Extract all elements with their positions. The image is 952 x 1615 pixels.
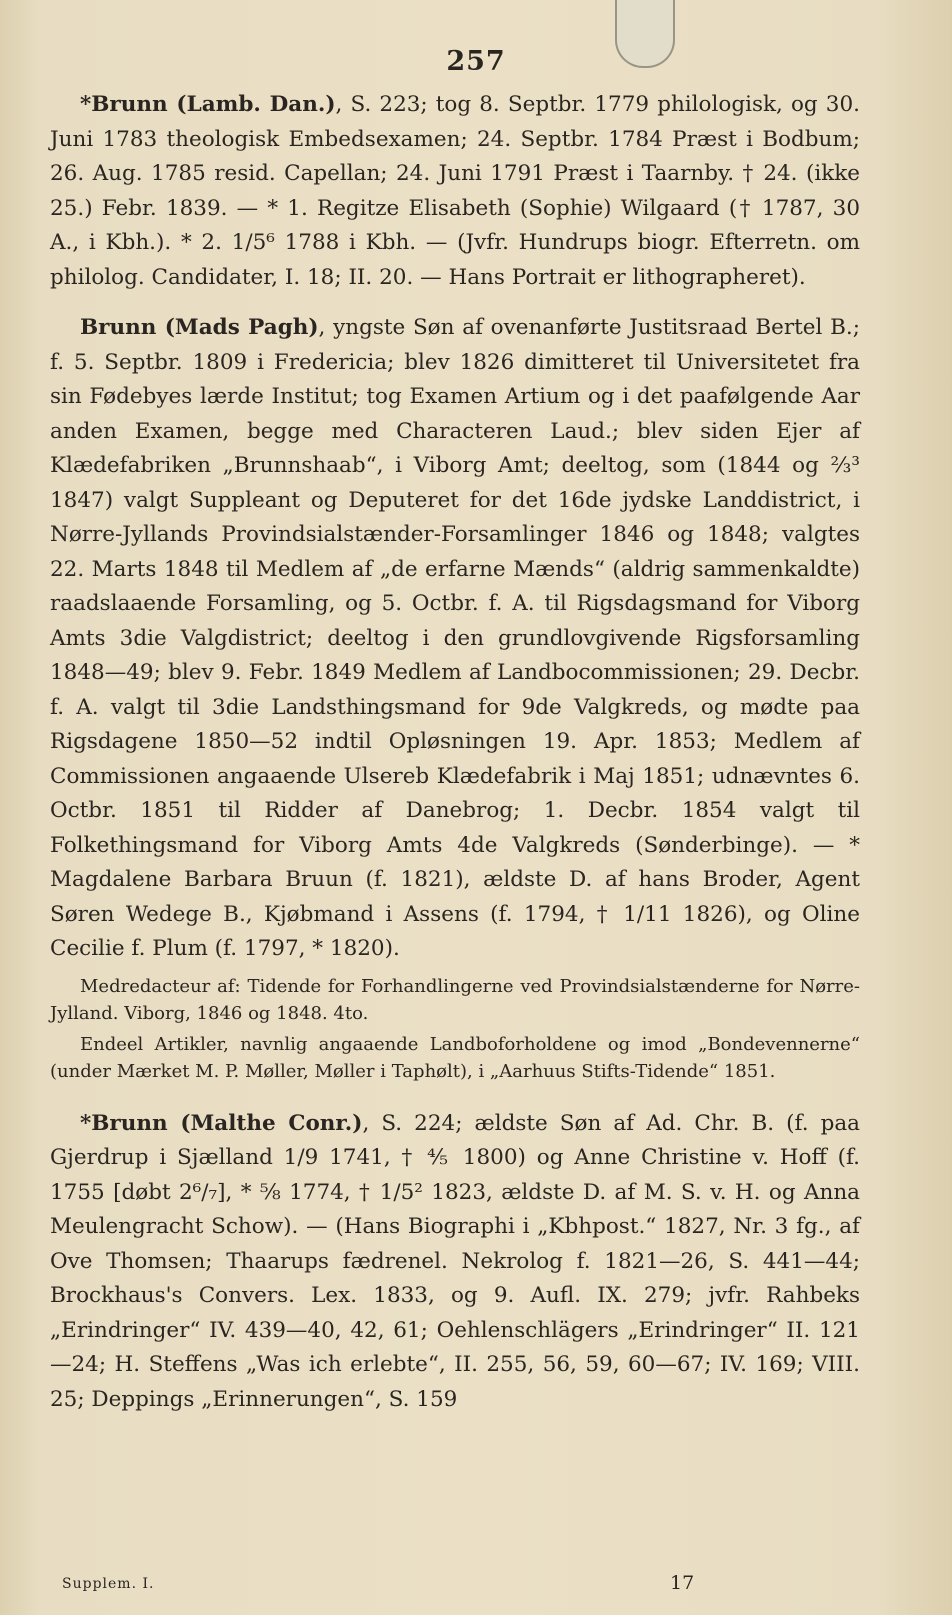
- footer-volume: Supplem. I.: [62, 1576, 155, 1592]
- bibliography-note: Endeel Artikler, navnlig angaaende Landboforholdene og imod „Bondevennerne“ (under Mærket M. P. Møller, Møller i Taphølt), i „Aarhuus Stifts-Tidende“ 1851.: [50, 1033, 860, 1082]
- entry-heading: *Brunn (Malthe Conr.): [80, 1110, 363, 1136]
- entry-heading: *Brunn (Lamb. Dan.): [80, 92, 336, 117]
- entry-body: , S. 223; tog 8. Septbr. 1779 philologisk, og 30. Juni 1783 theologisk Embedsexamen; 24. Septbr. 1784 Præst i Bodbum; 26. Aug. 1785 resid. Capellan; 24. Juni 1791 Præst i Taarnby. † 24. (ikke 25.) Febr. 1839. — * 1. Regitze Elisabeth (Sophie) Wilgaard († 1787, 30 A., i Kbh.). * 2. 1/5⁶ 1788 i Kbh. — (Jvfr. Hundrups biogr. Efterretn. om philolog. Candidater, I. 18; II. 20. — Hans Portrait er lithographeret).: [50, 92, 860, 290]
- entry-brunn-lamb: [50, 88, 860, 295]
- entry-heading: Brunn (Mads Pagh): [80, 315, 319, 340]
- page-text: [50, 88, 860, 1417]
- page-number: 257: [446, 46, 506, 77]
- entry-brunn-mads-pagh: [50, 311, 860, 967]
- entry-body: , yngste Søn af ovenanførte Justitsraad Bertel B.; f. 5. Septbr. 1809 i Fredericia; blev 1826 dimitteret til Universitetet fra sin Fødebyes lærde Institut; tog Examen Artium og i det paafølgende Aar anden Examen, begge med Characteren Laud.; blev siden Ejer af Klædefabriken „Brunnshaab“, i Viborg Amt; deeltog, som (1844 og ⅔³ 1847) valgt Suppleant og Deputeret for det 16de jydske Landdistrict, i Nørre-Jyllands Provindsialstænder-Forsamlinger 1846 og 1848; valgtes 22. Marts 1848 til Medlem af „de erfarne Mænds“ (aldrig sammenkaldte) raadslaaende Forsamling, og 5. Octbr. f. A. til Rigsdagsmand for Viborg Amts 3die Valgdistrict; deeltog i den grundlovgivende Rigsforsamling 1848—49; blev 9. Febr. 1849 Medlem af Landbocommissionen; 29. Decbr. f. A. valgt til 3die Landsthingsmand for 9de Valgkreds, og mødte paa Rigsdagene 1850—52 indtil Opløsningen 19. Apr. 1853; Medlem af Commissionen angaaende Ulsereb Klædefabrik i Maj 1851; udnævntes 6. Octbr. 1851 til Ridder af Danebrog; 1. Decbr. 1854 valgt til Folkethingsmand for Viborg Amts 4de Valgkreds (Sønderbinge). — * Magdalene Barbara Bruun (f. 1821), ældste D. af hans Broder, Agent Søren Wedege B., Kjøbmand i Assens (f. 1794, † 1/11 1826), og Oline Cecilie f. Plum (f. 1797, * 1820).: [50, 315, 860, 961]
- bibliography-note: Medredacteur af: Tidende for Forhandlingerne ved Provindsialstænderne for Nørre-Jylland. Viborg, 1846 og 1848. 4to.: [50, 975, 860, 1024]
- footer-signature: 17: [670, 1572, 695, 1594]
- entry-body: , S. 224; ældste Søn af Ad. Chr. B. (f. paa Gjerdrup i Sjælland 1/9 1741, † ⅘ 1800) og Anne Christine v. Hoff (f. 1755 [døbt 2⁶/₇], * ⅝ 1774, † 1/5² 1823, ældste D. af M. S. v. H. og Anna Meulengracht Schow). — (Hans Biographi i „Kbhpost.“ 1827, Nr. 3 fg., af Ove Thomsen; Thaarups fædrenel. Nekrolog f. 1821—26, S. 441—44; Brockhaus's Convers. Lex. 1833, og 9. Aufl. IX. 279; jvfr. Rahbeks „Erindringer“ IV. 439—40, 42, 61; Oehlenschlägers „Erindringer“ II. 121—24; H. Steffens „Was ich erlebte“, II. 255, 56, 59, 60—67; IV. 169; VIII. 25; Deppings „Erinnerungen“, S. 159: [50, 1110, 860, 1412]
- entry-brunn-malthe: [50, 1107, 860, 1418]
